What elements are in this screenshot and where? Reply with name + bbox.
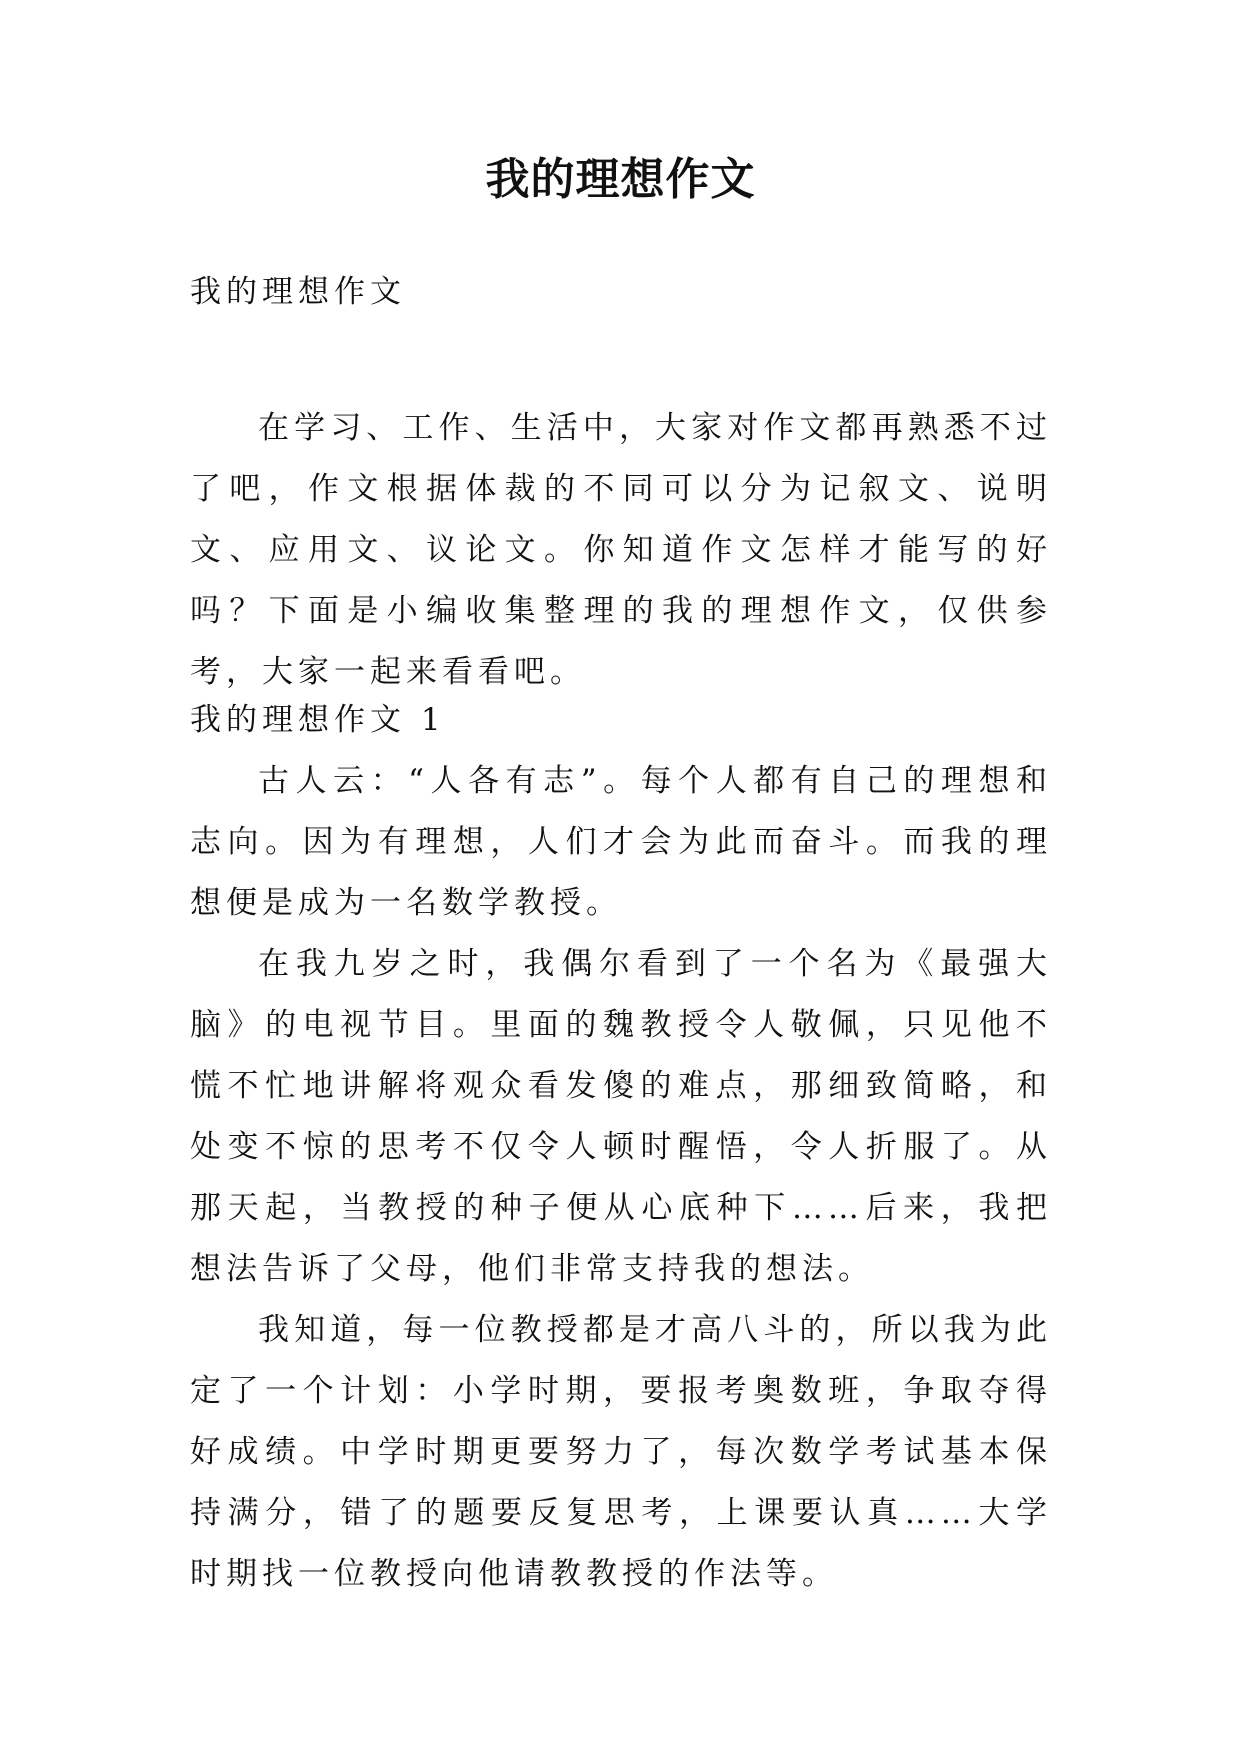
document-subtitle: 我的理想作文 — [190, 274, 406, 310]
body-paragraph-2: 在我九岁之时，我偶尔看到了一个名为《最强大脑》的电视节目。里面的魏教授令人敬佩，只见他不慌不忙地讲解将观众看发傻的难点，那细致简略，和处变不惊的思考不仅令人顿时醒悟，令人折服了。从那天起，当教授的种子便从心底种下……后来，我把想法告诉了父母，他们非常支持我的想法。 — [190, 946, 1052, 1287]
body-paragraph-3: 我知道，每一位教授都是才高八斗的，所以我为此定了一个计划：小学时期，要报考奥数班，争取夺得好成绩。中学时期更要努力了，每次数学考试基本保持满分，错了的题要反复思考，上课要认真……大学时期找一位教授向他请教教授的作法等。 — [190, 1312, 1052, 1592]
intro-paragraph: 在学习、工作、生活中，大家对作文都再熟悉不过了吧，作文根据体裁的不同可以分为记叙文、说明文、应用文、议论文。你知道作文怎样才能写的好吗？下面是小编收集整理的我的理想作文，仅供参考，大家一起来看看吧。 — [190, 410, 1052, 690]
body-paragraph-1: 古人云：“人各有志”。每个人都有自己的理想和志向。因为有理想，人们才会为此而奋斗。而我的理想便是成为一名数学教授。 — [190, 763, 1052, 921]
section-heading: 我的理想作文 1 — [190, 702, 446, 738]
page-title: 我的理想作文 — [485, 154, 756, 205]
